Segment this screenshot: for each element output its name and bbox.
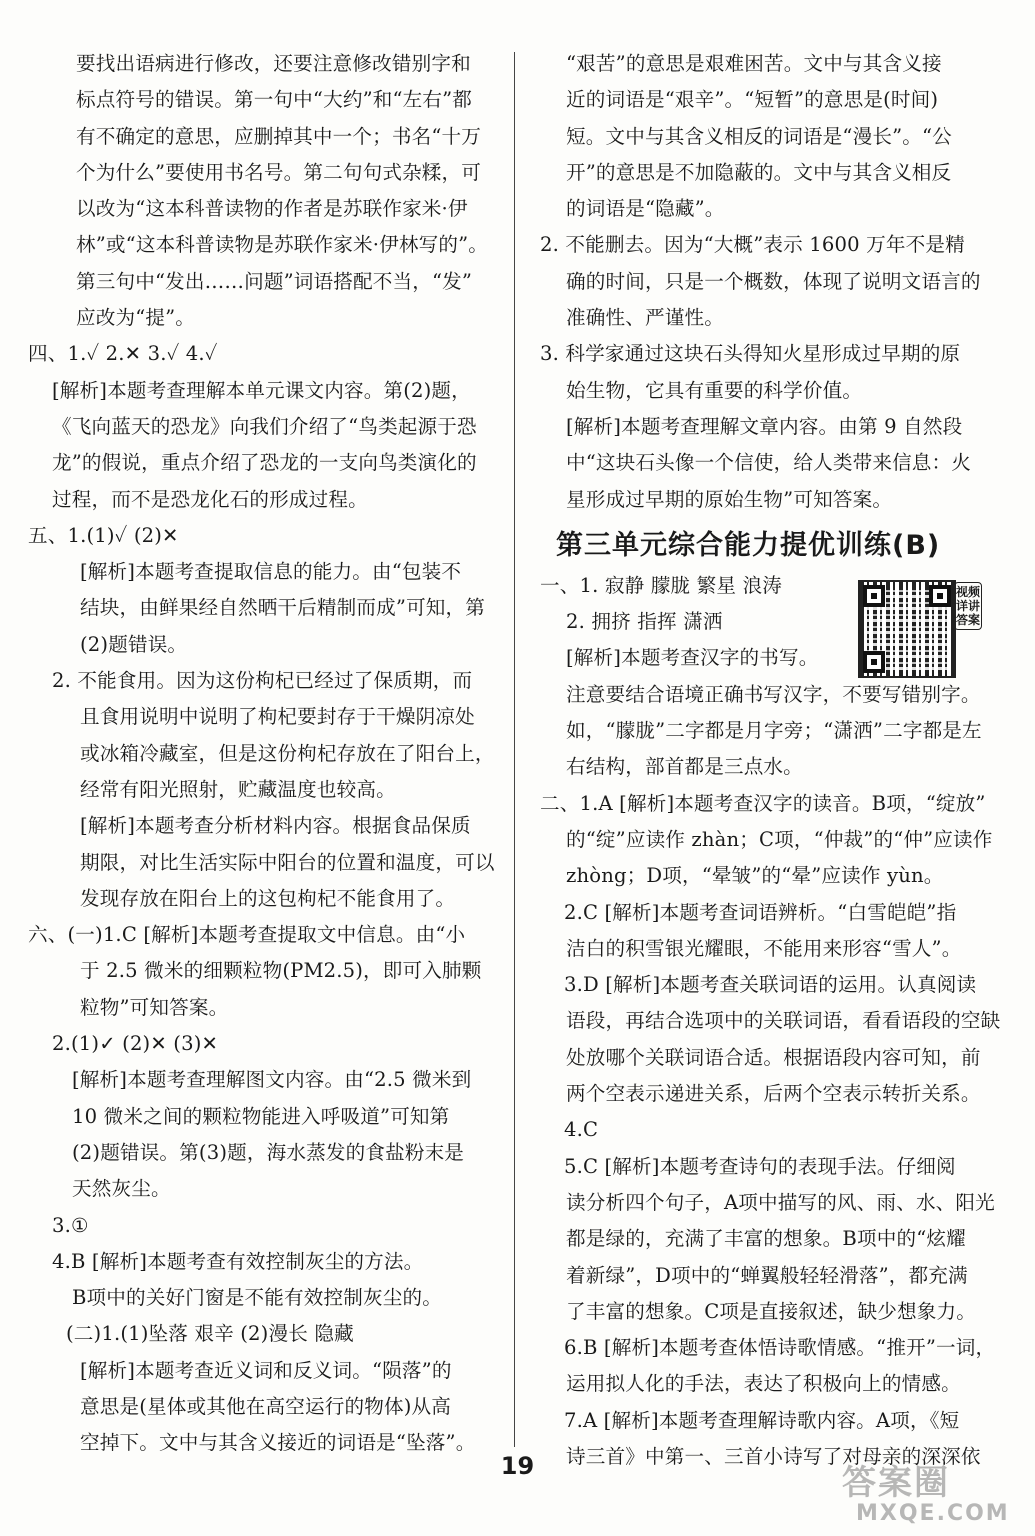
text-line: 都是绿的，充满了丰富的想象。B项中的“炫耀 <box>566 1227 966 1251</box>
text-line: 注意要结合语境正确书写汉字，不要写错别字。 <box>566 682 981 706</box>
text-line: 两个空表示递进关系，后两个空表示转折关系。 <box>566 1082 981 1106</box>
text-line: 《飞向蓝天的恐龙》向我们介绍了“鸟类起源于恐 <box>52 414 477 438</box>
qr-label: 视频详讲答案 <box>954 582 982 630</box>
text-line: 5.C [解析]本题考查诗句的表现手法。仔细阅 <box>564 1154 956 1178</box>
text-line: [解析]本题考查理解文章内容。由第 9 自然段 <box>566 414 963 438</box>
text-line: 3.① <box>52 1213 89 1237</box>
text-line: 的“绽”应读作 zhàn；C项，“仲裁”的“仲”应读作 <box>566 827 993 851</box>
text-line: 的词语是“隐藏”。 <box>566 197 725 221</box>
text-line: 读分析四个句子，A项中描写的风、雨、水、阳光 <box>566 1190 995 1214</box>
text-line: 2. 不能食用。因为这份枸杞已经过了保质期，而 <box>52 669 473 693</box>
text-line: zhòng；D项，“晕皱”的“晕”应读作 yùn。 <box>566 864 944 888</box>
text-line: 个为什么”要使用书名号。第二句句式杂糅，可 <box>76 160 482 184</box>
text-line: 着新绿”，D项中的“蝉翼般轻轻滑落”，都充满 <box>566 1263 968 1287</box>
text-line: [解析]本题考查理解本单元课文内容。第(2)题， <box>52 378 471 402</box>
text-line: B项中的关好门窗是不能有效控制灰尘的。 <box>72 1286 442 1310</box>
watermark-logo <box>842 1465 1017 1529</box>
text-line: 或冰箱冷藏室，但是这份枸杞存放在了阳台上， <box>80 741 495 765</box>
text-line: 运用拟人化的手法，表达了积极向上的情感。 <box>566 1372 961 1396</box>
text-line: 始生物，它具有重要的科学价值。 <box>566 378 863 402</box>
text-line: 二、1.A [解析]本题考查汉字的读音。B项，“绽放” <box>540 791 986 815</box>
text-line: 结块，由鲜果经自然晒干后精制而成”可知，第 <box>80 596 486 620</box>
text-line: [解析]本题考查理解图文内容。由“2.5 微米到 <box>72 1068 472 1092</box>
text-line: 诗三首》中第一、三首小诗写了对母亲的深深依 <box>566 1444 981 1468</box>
text-line: 2.C [解析]本题考查词语辨析。“白雪皑皑”指 <box>564 900 957 924</box>
text-line: [解析]本题考查分析材料内容。根据食品保质 <box>80 814 471 838</box>
right-column-bottom <box>540 568 1001 1475</box>
text-line: 语段，再结合选项中的关联词语，看看语段的空缺 <box>566 1009 1001 1033</box>
text-line: 期限，对比生活实际中阳台的位置和温度，可以 <box>80 850 495 874</box>
text-line: 应改为“提”。 <box>76 306 196 330</box>
text-line: 要找出语病进行修改，还要注意修改错别字和 <box>76 52 471 75</box>
text-line: 粒物”可知答案。 <box>80 995 229 1019</box>
right-column <box>540 46 1001 1475</box>
text-line: 2.(1)✓ (2)✕ (3)✕ <box>52 1032 219 1056</box>
text-line: 准确性、严谨性。 <box>566 306 724 330</box>
text-line: (2)题错误。 <box>80 632 188 656</box>
section-title: 第三单元综合能力提优训练(B) <box>556 529 941 561</box>
text-line: 于 2.5 微米的细颗粒物(PM2.5)，即可入肺颗 <box>80 959 482 983</box>
right-column-top <box>540 46 982 518</box>
text-line: 如，“朦胧”二字都是月字旁；“潇洒”二字都是左 <box>566 719 982 743</box>
text-line: 10 微米之间的颗粒物能进入呼吸道”可知第 <box>72 1104 450 1128</box>
text-line: 开”的意思是不加隐蔽的。文中与其含义相反 <box>566 160 952 184</box>
text-line: 了丰富的想象。C项是直接叙述，缺少想象力。 <box>566 1299 977 1323</box>
text-line: 星形成过早期的原始生物”可知答案。 <box>566 487 893 511</box>
text-line: 空掉下。文中与其含义接近的词语是“坠落”。 <box>80 1431 476 1455</box>
left-column <box>28 46 498 1462</box>
text-line: 3. 科学家通过这块石头得知火星形成过早期的原 <box>540 342 961 366</box>
text-line: [解析]本题考查提取信息的能力。由“包装不 <box>80 560 462 584</box>
text-line: 五、1.(1)✓ (2)✕ <box>28 523 179 547</box>
text-line: 一、1. 寂静 朦胧 繁星 浪涛 <box>540 573 782 597</box>
text-line: 且食用说明中说明了枸杞要封存于干燥阴凉处 <box>80 705 475 729</box>
text-line: 六、(一)1.C [解析]本题考查提取文中信息。由“小 <box>28 923 466 947</box>
text-line: 林”或“这本科普读物是苏联作家米·伊林写的”。 <box>76 233 489 257</box>
text-line: 龙”的假说，重点介绍了恐龙的一支向鸟类演化的 <box>52 451 477 475</box>
watermark-bottom: MXQE.COM <box>856 1501 1010 1526</box>
text-line: “艰苦”的意思是艰难困苦。文中与其含义接 <box>566 52 942 75</box>
text-line: 2. 拥挤 指挥 潇洒 <box>566 610 723 634</box>
text-line: 标点符号的错误。第一句中“大约”和“左右”都 <box>76 88 473 112</box>
text-line: 发现存放在阳台上的这包枸杞不能食用了。 <box>80 886 456 910</box>
text-line: 天然灰尘。 <box>72 1177 171 1201</box>
column-divider <box>514 52 515 1447</box>
text-line: 第三句中“发出……问题”词语搭配不当，“发” <box>76 269 473 293</box>
text-line: [解析]本题考查汉字的书写。 <box>566 646 819 670</box>
text-line: 4.B [解析]本题考查有效控制灰尘的方法。 <box>52 1249 424 1273</box>
text-line: 4.C <box>564 1118 599 1142</box>
text-line: 3.D [解析]本题考查关联词语的运用。认真阅读 <box>564 973 977 997</box>
text-line: 近的词语是“艰辛”。“短暂”的意思是(时间) <box>566 88 939 112</box>
text-line: 7.A [解析]本题考查理解诗歌内容。A项，《短 <box>564 1408 960 1432</box>
watermark-top: 答案圈 <box>842 1463 950 1503</box>
page-number: 19 <box>500 1452 535 1480</box>
text-line: 以改为“这本科普读物的作者是苏联作家米·伊 <box>76 197 468 221</box>
text-line: 意思是(星体或其他在高空运行的物体)从高 <box>80 1394 451 1418</box>
text-line: [解析]本题考查近义词和反义词。“陨落”的 <box>80 1358 452 1382</box>
text-line: 短。文中与其含义相反的词语是“漫长”。“公 <box>566 124 952 148</box>
text-line: 过程，而不是恐龙化石的形成过程。 <box>52 487 368 511</box>
text-line: 中“这块石头像一个信使，给人类带来信息：火 <box>566 451 972 475</box>
text-line: 四、1.✓ 2.✕ 3.✓ 4.✓ <box>28 342 218 366</box>
text-line: 2. 不能删去。因为“大概”表示 1600 万年不是精 <box>540 233 965 257</box>
text-line: 有不确定的意思，应删掉其中一个；书名“十万 <box>76 124 482 148</box>
text-line: 处放哪个关联词语合适。根据语段内容可知，前 <box>566 1045 981 1069</box>
text-line: 6.B [解析]本题考查体悟诗歌情感。“推开”一词， <box>564 1336 996 1360</box>
text-line: 确的时间，只是一个概数，体现了说明文语言的 <box>566 269 981 293</box>
text-line: 洁白的积雪银光耀眼，不能用来形容“雪人”。 <box>566 936 962 960</box>
text-line: 右结构，部首都是三点水。 <box>566 755 803 779</box>
text-line: (二)1.(1)坠落 艰辛 (2)漫长 隐藏 <box>66 1322 354 1346</box>
text-line: (2)题错误。第(3)题，海水蒸发的食盐粉末是 <box>72 1140 465 1164</box>
text-line: 经常有阳光照射，贮藏温度也较高。 <box>80 777 396 801</box>
qr-code-icon[interactable] <box>858 580 956 678</box>
